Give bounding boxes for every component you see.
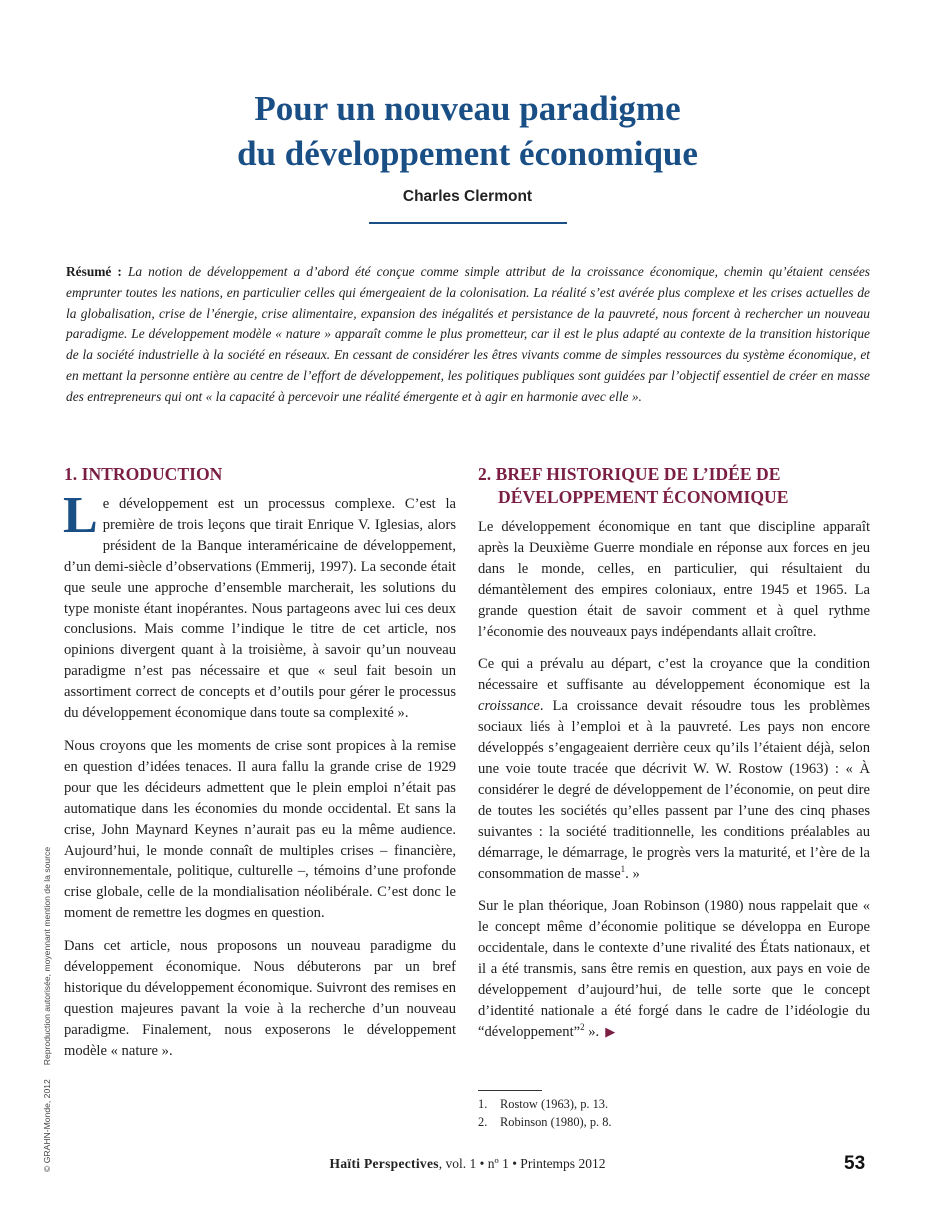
historique-paragraph-2-middle: . La croissance devait résoudre tous les problèmes sociaux liés à l’emploi et à la pauvreté. Les pays non encore développés s’engageaient derrière ceux qu’ils l’étaient déjà, selon une voie toute tracée que décrivit W. W. Rostow (1963) : « À considérer le degré de développement de l’économie, on peut dire de toutes les sociétés qu’elles passent par l’une des cinq phases suivantes : la société traditionnelle, les conditions préalables au démarrage, le démarrage, le progrès vers la maturité, et l’ère de la consommation de masse — [478, 698, 870, 882]
footnote-number: 1. — [478, 1097, 488, 1111]
title-line-1: Pour un nouveau paradigme — [254, 89, 681, 128]
historique-paragraph-3-text: Sur le plan théorique, Joan Robinson (1980) nous rappelait que « le concept même d’économie politique se développa en Europe occidentale, dans le contexte d’une rivalité des États nationaux, et il a été transmis, sans être remis en question, aux pays en voie de développement d’aujourd’hui, de telle sorte que le concept d’identité nationale a été forgé dans le cadre de l’idéologie du “développement” — [478, 898, 870, 1040]
footnote-divider — [478, 1090, 542, 1091]
section-heading-introduction: 1. INTRODUCTION — [64, 464, 223, 484]
abstract-label: Résumé : — [66, 264, 122, 279]
abstract — [66, 262, 870, 408]
issue-info: , vol. 1 • nº 1 • Printemps 2012 — [438, 1156, 606, 1171]
abstract-text: La notion de développement a d’abord été conçue comme simple attribut de la croissance économique, chemin qu’étaient censées emprunter toutes les nations, en particulier celles qui émergeaient de la colonisation. La réalité s’est avérée plus complexe et les crises actuelles de la globalisation, crise de l’énergie, crise alimentaire, expansion des inégalités et persistance de la pauvreté, nous forcent à rechercher un nouveau paradigme. Le développement modèle « nature » apparaît comme le plus prometteur, car il est le plus adapté au contexte de la transition historique de la société industrielle à la société en réseaux. En cessant de considérer les êtres vivants comme de simples ressources du système économique, et en mettant la personne entière au centre de l’effort de développement, les politiques publiques sont guidées par l’objectif essentiel de créer en masse des entrepreneurs qui ont « la capacité à percevoir une réalité émergente et à agir en harmonie avec elle ». — [66, 264, 870, 404]
journal-name: Haïti Perspectives — [329, 1156, 439, 1171]
historique-paragraph-2-start: Ce qui a prévalu au départ, c’est la croyance que la condition nécessaire et suffisante au développement économique est la — [478, 656, 870, 694]
copyright-text: © GRAHN-Monde, 2012 — [42, 1079, 52, 1172]
emphasis-croissance: croissance — [478, 698, 540, 715]
page-number: 53 — [844, 1153, 866, 1174]
footnote-number: 2. — [478, 1114, 488, 1129]
historique-paragraph-3-end: ». — [584, 1023, 600, 1040]
intro-paragraph-1 — [63, 487, 456, 724]
section-heading-line-1: 2. BREF HISTORIQUE DE L’IDÉE DE — [478, 464, 781, 484]
footnote-text: Robinson (1980), p. 8. — [500, 1114, 612, 1129]
page-footer — [0, 1156, 935, 1172]
footnote-2 — [478, 1114, 870, 1132]
copyright-sidenote — [40, 842, 54, 1172]
section-heading-line-2: DÉVELOPPEMENT ÉCONOMIQUE — [498, 487, 789, 507]
section-heading-historique — [478, 463, 870, 509]
author-divider — [369, 222, 567, 224]
reproduction-notice: Reproduction autorisée, moyennant mention de la source — [42, 846, 52, 1066]
footnote-ref-2[interactable]: 2 — [580, 1021, 585, 1032]
intro-paragraph-2: Nous croyons que les moments de crise sont propices à la remise en question d’idées tenaces. Il aura fallu la grande crise de 1929 pour que les décideurs admettent que le plein emploi n’était pas automatique dans les économies du monde occidental. Et sans la crise, John Maynard Keynes n’aurait pas eu la même audience. Aujourd’hui, le monde connaît de multiples crises – financière, environnementale, politique, culturelle –, témoins d’une profonde crise globale, celle de la mondialisation néolibérale. C’est donc le moment de remettre les dogmes en question. — [64, 737, 456, 922]
continue-arrow-icon: ▶ — [605, 1023, 616, 1039]
article-title — [0, 86, 935, 176]
intro-paragraph-3: Dans cet article, nous proposons un nouveau paradigme du développement économique. Nous débuterons par un bref historique du développement économique. Suivront des remises en question majeures pavant la voie à la recherche d’un nouveau paradigme. Finalement, nous exposerons le développement modèle « nature ». — [64, 938, 456, 1059]
historique-paragraph-1: Le développement économique en tant que discipline apparaît après la Deuxième Guerre mondiale en réponse aux forces en jeu dans le monde, celles, en particulier, qui résultaient du démantèlement des empires coloniaux, entre 1945 et 1965. La grande question était de savoir comment et à quel rythme l’économie des nouveaux pays indépendants allait croître. — [478, 519, 870, 640]
footnote-1 — [478, 1096, 870, 1114]
title-line-2: du développement économique — [237, 134, 698, 173]
footnote-text: Rostow (1963), p. 13. — [500, 1097, 609, 1111]
historique-paragraph-3 — [478, 896, 870, 1042]
author-name: Charles Clermont — [402, 188, 533, 205]
right-column — [478, 463, 870, 1055]
intro-paragraph-1-text: e développement est un processus complexe. C’est la première de trois leçons que tirait Enrique V. Iglesias, alors président de la Banque interaméricaine de développement, d’un demi-siècle d’observations (Emmerij, 1997). La seconde était que seule une approche d’ensemble marcherait, les solutions du type moniste étant inopérantes. Nous partageons avec lui ces deux conclusions. Mais comme l’indique le titre de cet article, nos opinions divergent quant à la troisième, à savoir qu’un nouveau paradigme n’est pas nécessaire et que « seul fait besoin un assortiment correct de concepts et d’outils pour gérer le processus du développement économique dans toute sa complexité ». — [64, 496, 456, 722]
historique-paragraph-2 — [478, 654, 870, 884]
footnotes — [478, 1096, 870, 1131]
drop-cap: L — [63, 487, 98, 544]
left-column — [64, 463, 456, 1074]
footnote-ref-1[interactable]: 1 — [620, 863, 626, 874]
historique-paragraph-2-end: . » — [625, 865, 640, 882]
